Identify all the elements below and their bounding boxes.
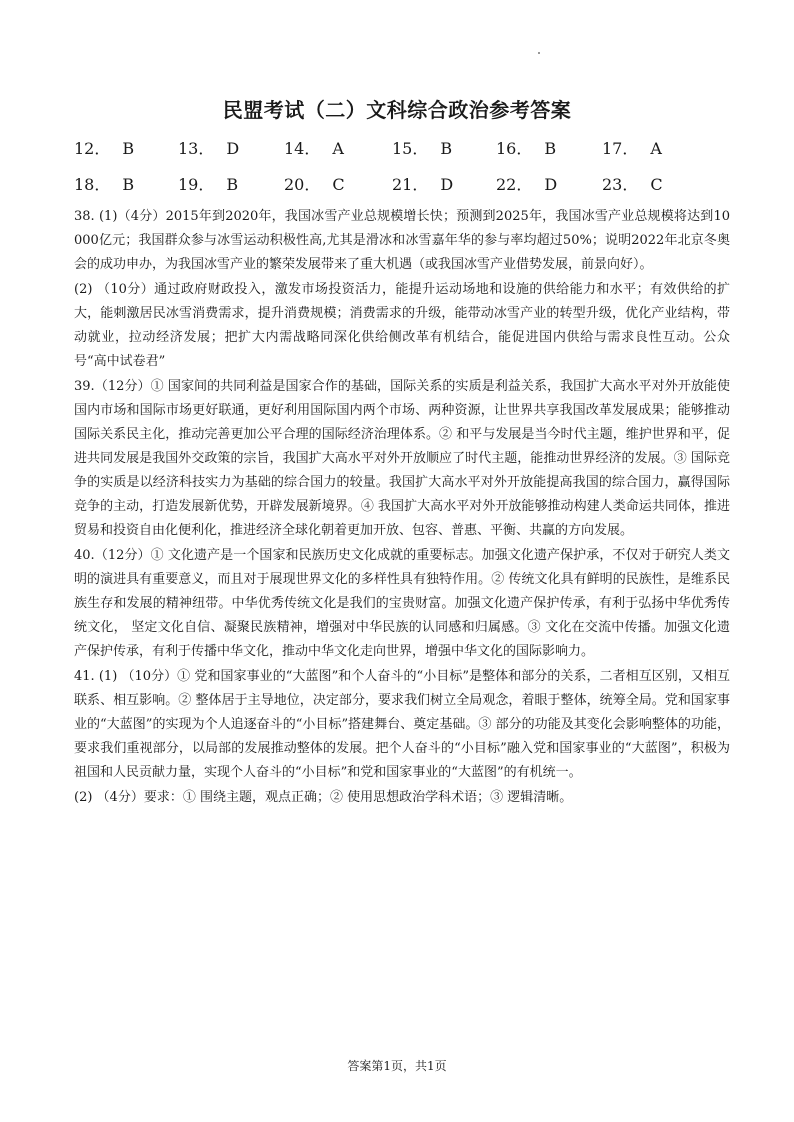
answer-paragraph-38-1: 38. (1)（4分）2015年到2020年，我国冰雪产业总规模增长快；预测到2025年，我国冰雪产业总规模将达到10000亿元；我国群众参与冰雪运动积极性高,尤其是滑冰和冰雪嘉年华的参与率均超过50%；说明2022年北京冬奥会的成功申办，为我国冰雪产业的繁荣发展带来了重大机遇（或我国冰雪产业借势发展，前景向好）。 (74, 209, 730, 272)
answer-item (496, 172, 557, 195)
answer-letter: B (226, 175, 239, 194)
answer-letter: B (544, 139, 557, 158)
question-number: 13． (178, 139, 215, 158)
page-footer: 答案第1页，共1页 (347, 1059, 447, 1073)
multiple-choice-answers (74, 136, 714, 208)
question-number: 21． (392, 175, 429, 194)
answer-letter: B (122, 139, 135, 158)
answer-content (74, 205, 730, 811)
question-number: 18． (74, 175, 111, 194)
answer-item (178, 172, 238, 195)
answer-item (392, 136, 452, 159)
page-title: 民盟考试（二）文科综合政治参考答案 (222, 98, 572, 122)
answer-letter: A (650, 139, 662, 158)
question-number: 19． (178, 175, 215, 194)
answer-item (602, 136, 662, 159)
answer-letter: D (440, 175, 454, 194)
answer-letter: D (226, 139, 240, 158)
answer-letter: B (440, 139, 453, 158)
question-number: 15． (392, 139, 429, 158)
answer-item (392, 172, 453, 195)
question-number: 22． (496, 175, 533, 194)
question-number: 16． (496, 139, 533, 158)
answer-letter: D (544, 175, 558, 194)
question-number: 20． (284, 175, 321, 194)
question-number: 23． (602, 175, 639, 194)
answer-row-2 (74, 172, 714, 208)
answer-paragraph-41-1: 41. (1) （10分）① 党和国家事业的“大蓝图”和个人奋斗的“小目标”是整体和部分的关系，二者相互区别，又相互联系、相互影响。② 整体居于主导地位，决定部分，要求我们树立全局观念，着眼于整体，统筹全局。党和国家事业的“大蓝图”的实现为个人追逐奋斗的“小目标”搭建舞台、奠定基础。③ 部分的功能及其变化会影响整体的功能，要求我们重视部分，以局部的发展推动整体的发展。把个人奋斗的“小目标”融入党和国家事业的“大蓝图”，积极为祖国和人民贡献力量，实现个人奋斗的“小目标”和党和国家事业的“大蓝图”的有机统一。 (74, 669, 730, 780)
answer-letter: B (122, 175, 135, 194)
answer-letter: C (332, 175, 345, 194)
answer-paragraph-41-2: (2) （4分）要求：① 围绕主题，观点正确；② 使用思想政治学科术语；③ 逻辑清晰。 (74, 790, 573, 805)
scan-dot (538, 52, 540, 54)
question-number: 12． (74, 139, 111, 158)
answer-letter: A (332, 139, 344, 158)
answer-item (74, 172, 134, 195)
answer-paragraph-38-2: (2) （10分）通过政府财政投入，激发市场投资活力，能提升运动场地和设施的供给能力和水平；有效供给的扩大，能刺激居民冰雪消费需求，提升消费规模；消费需求的升级，能带动冰雪产业的转型升级，优化产业结构，带动就业，拉动经济发展；把扩大内需战略同深化供给侧改革有机结合，能促进国内供给与需求良性互动。公众号“高中试卷君” (74, 282, 730, 369)
answer-item (74, 136, 134, 159)
answer-item (178, 136, 239, 159)
answer-letter: C (650, 175, 663, 194)
answer-paragraph-40: 40.（12分）① 文化遗产是一个国家和民族历史文化成就的重要标志。加强文化遗产保护承，不仅对于研究人类文明的演进具有重要意义，而且对于展现世界文化的多样性具有独特作用。② 传统文化具有鲜明的民族性，是维系民族生存和发展的精神纽带。中华优秀传统文化是我们的宝贵财富。加强文化遗产保护传承，有利于弘扬中华优秀传统文化， 坚定文化自信、凝聚民族精神，增强对中华民族的认同感和归属感。③ 文化在交流中传播。加强文化遗产保护传承，有利于传播中华文化，推动中华文化走向世界，增强中华文化的国际影响力。 (74, 548, 730, 659)
answer-item (602, 172, 663, 195)
answer-row-1 (74, 136, 714, 172)
answer-item (496, 136, 556, 159)
answer-item (284, 136, 344, 159)
question-number: 14． (284, 139, 321, 158)
question-number: 17． (602, 139, 639, 158)
answer-paragraph-39: 39.（12分）① 国家间的共同利益是国家合作的基础，国际关系的实质是利益关系，我国扩大高水平对外开放能使国内市场和国际市场更好联通，更好利用国际国内两个市场、两种资源，让世界共享我国改革发展成果；能够推动国际关系民主化，推动完善更加公平合理的国际经济治理体系。② 和平与发展是当今时代主题，维护世界和平，促进共同发展是我国外交政策的宗旨，我国扩大高水平对外开放顺应了时代主题，能推动世界经济的发展。③ 国际竞争的实质是以经济科技实力为基础的综合国力的较量。我国扩大高水平对外开放能提高我国的综合国力，赢得国际竞争的主动，打造发展新优势，开辟发展新境界。④ 我国扩大高水平对外开放能够推动构建人类命运共同体，推进贸易和投资自由化便利化，推进经济全球化朝着更加开放、包容、普惠、平衡、共赢的方向发展。 (74, 379, 730, 538)
answer-item (284, 172, 345, 195)
